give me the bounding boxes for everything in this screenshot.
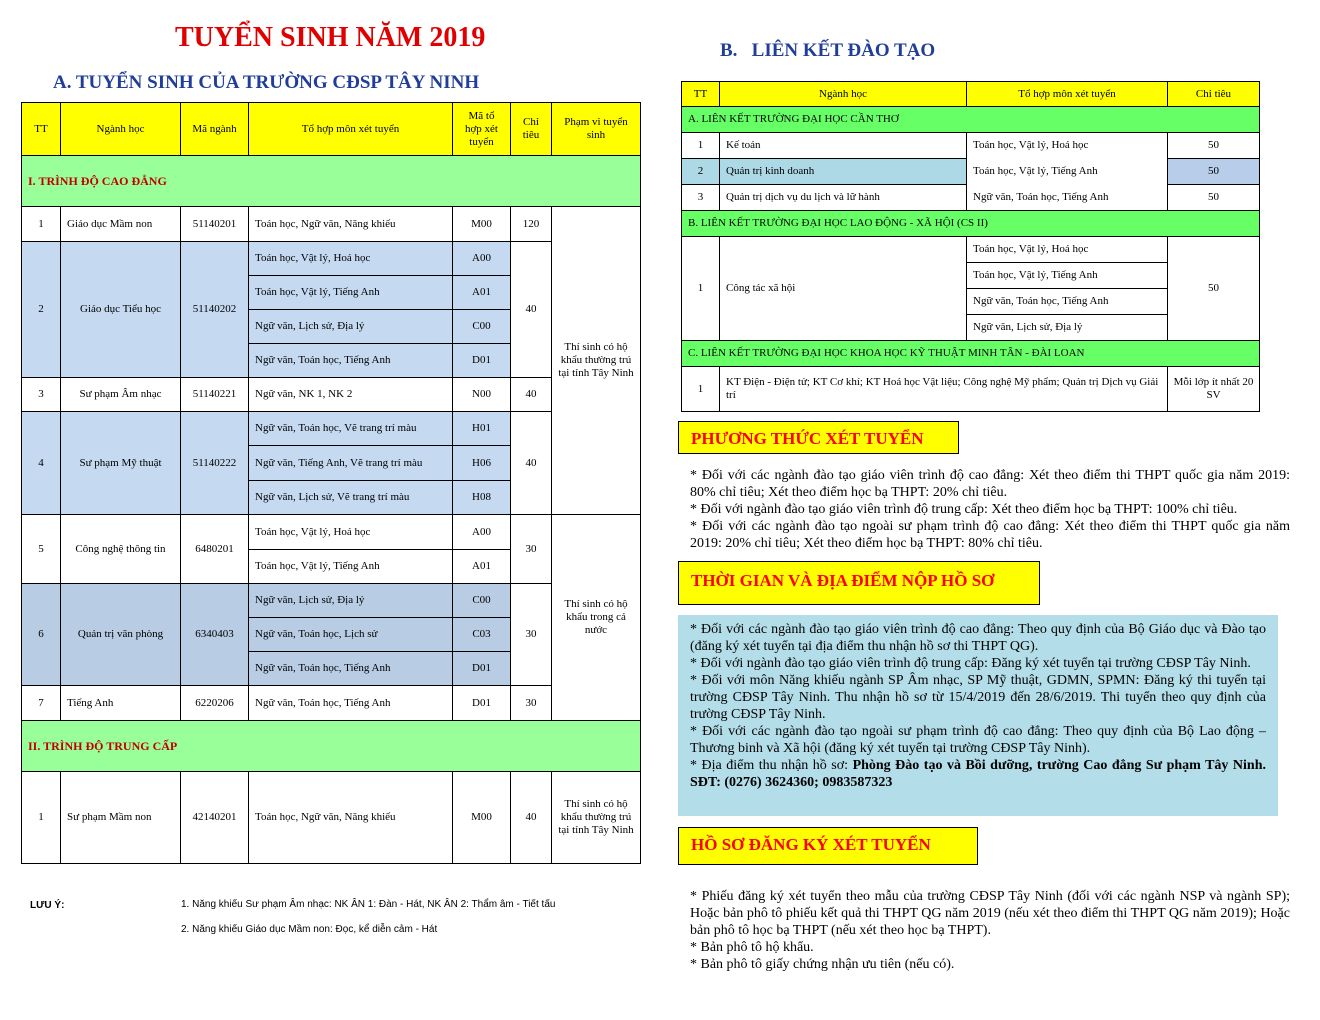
cell-quota: 50 — [1168, 237, 1260, 341]
cell-major: Quản trị dịch vụ du lịch và lữ hành — [720, 185, 967, 211]
cell-major: Giáo dục Tiểu học — [61, 242, 181, 378]
cell-combo: Toán học, Vật lý, Hoá học — [249, 515, 453, 550]
cell-major: KT Điện - Điện tử; KT Cơ khí; KT Hoá học Vật liệu; Công nghệ Mỹ phẩm; Quản trị Dịch vụ Giải trí — [720, 367, 1168, 412]
time-p2: * Đối với ngành đào tạo giáo viên trình độ trung cấp: Đăng ký xét tuyển tại trường CĐSP Tây Ninh. — [690, 656, 1251, 671]
table-row — [682, 159, 1260, 185]
header-cell: TT — [682, 82, 720, 107]
cell-combo-code: H08 — [453, 481, 511, 515]
cell-combo: Ngữ văn, Toán học, Tiếng Anh — [249, 344, 453, 378]
table-row — [22, 378, 641, 412]
cell-code: 6340403 — [181, 584, 249, 686]
group-title: I. TRÌNH ĐỘ CAO ĐẲNG — [22, 156, 641, 207]
cell-quota: 30 — [511, 686, 552, 721]
cell-tt: 5 — [22, 515, 61, 584]
section-b-heading: B. LIÊN KẾT ĐÀO TẠO — [720, 40, 936, 61]
cell-quota: 50 — [1168, 185, 1260, 211]
table-row — [22, 584, 641, 618]
time-p5-prefix: * Địa điểm thu nhận hồ sơ: — [690, 758, 853, 773]
section-a-heading: A. TUYỂN SINH CỦA TRƯỜNG CĐSP TÂY NINH — [53, 72, 480, 93]
cell-code: 42140201 — [181, 772, 249, 864]
cell-combo: Toán học, Vật lý, Tiếng Anh — [967, 159, 1168, 185]
group-row — [682, 107, 1260, 133]
table-row — [682, 237, 1260, 263]
time-p5-address: Phòng Đào tạo và Bồi dưỡng, trường Cao đẳng Sư phạm Tây Ninh. SĐT: (0276) 3624360; 0983587323 — [690, 758, 1266, 790]
cell-major: Công nghệ thông tin — [61, 515, 181, 584]
cell-tt: 1 — [682, 367, 720, 412]
method-p3: * Đối với các ngành đào tạo ngoài sư phạm trình độ cao đẳng: Xét theo điểm thi THPT quốc gia năm 2019: 20% chỉ tiêu; Xét theo điểm học bạ THPT: 80% chỉ tiêu. — [690, 519, 1290, 551]
cell-major: Sư phạm Mỹ thuật — [61, 412, 181, 515]
admission-table — [21, 102, 641, 864]
cell-quota: 40 — [511, 378, 552, 412]
cell-code: 6480201 — [181, 515, 249, 584]
table-header-row — [682, 82, 1260, 107]
cell-tt: 1 — [22, 207, 61, 242]
time-p4: * Đối với các ngành đào tạo ngoài sư phạm trình độ cao đẳng: Theo quy định của Bộ Lao động – Thương binh và Xã hội (đăng ký xét tuyển tại trường CĐSP Tây Ninh). — [690, 724, 1266, 756]
cell-quota: 50 — [1168, 159, 1260, 185]
cell-combo: Toán học, Vật lý, Tiếng Anh — [249, 276, 453, 310]
cell-tt: 3 — [682, 185, 720, 211]
cell-quota: Mỗi lớp ít nhất 20 SV — [1168, 367, 1260, 412]
cell-combo: Ngữ văn, Toán học, Tiếng Anh — [967, 289, 1168, 315]
cell-major: Kế toán — [720, 133, 967, 159]
cell-tt: 2 — [22, 242, 61, 378]
cell-tt: 1 — [22, 772, 61, 864]
cell-combo: Ngữ văn, NK 1, NK 2 — [249, 378, 453, 412]
header-cell: Chỉ tiêu — [511, 103, 552, 156]
cell-code: 51140201 — [181, 207, 249, 242]
cell-major: Quản trị kinh doanh — [720, 159, 967, 185]
cell-combo: Toán học, Vật lý, Hoá học — [967, 237, 1168, 263]
table-row — [22, 207, 641, 242]
notes-label: LƯU Ý: — [30, 900, 65, 911]
page-title: TUYỂN SINH NĂM 2019 — [175, 22, 486, 53]
cell-combo: Toán học, Ngữ văn, Năng khiếu — [249, 772, 453, 864]
cell-combo: Toán học, Ngữ văn, Năng khiếu — [249, 207, 453, 242]
table-row — [22, 515, 641, 550]
table-header-row — [22, 103, 641, 156]
cell-quota: 50 — [1168, 133, 1260, 159]
cell-code: 51140202 — [181, 242, 249, 378]
cell-combo: Toán học, Vật lý, Hoá học — [967, 133, 1168, 159]
table-row — [22, 412, 641, 446]
cell-combo: Toán học, Vật lý, Hoá học — [249, 242, 453, 276]
cell-tt: 2 — [682, 159, 720, 185]
cell-code: 51140221 — [181, 378, 249, 412]
cell-combo-code: M00 — [453, 207, 511, 242]
cell-combo-code: A01 — [453, 550, 511, 584]
cell-quota: 40 — [511, 412, 552, 515]
time-text — [678, 615, 1278, 816]
cell-tt: 3 — [22, 378, 61, 412]
header-cell: TT — [22, 103, 61, 156]
table-row — [22, 686, 641, 721]
note-2: 2. Năng khiếu Giáo dục Mầm non: Đọc, kể diễn cảm - Hát — [181, 924, 438, 935]
header-cell: Ngành học — [720, 82, 967, 107]
time-title: THỜI GIAN VÀ ĐỊA ĐIỂM NỘP HỒ SƠ — [678, 561, 1040, 605]
cell-combo-code: D01 — [453, 652, 511, 686]
cell-combo: Ngữ văn, Toán học, Tiếng Anh — [249, 652, 453, 686]
cell-combo: Ngữ văn, Lịch sử, Địa lý — [249, 310, 453, 344]
group-row — [682, 211, 1260, 237]
cell-combo-code: D01 — [453, 686, 511, 721]
cell-scope: Thí sinh có hộ khẩu thường trú tại tỉnh Tây Ninh — [552, 772, 641, 864]
cell-combo-code: H06 — [453, 446, 511, 481]
method-text — [690, 467, 1290, 552]
group-row — [682, 341, 1260, 367]
cell-combo-code: D01 — [453, 344, 511, 378]
cell-quota: 30 — [511, 515, 552, 584]
note-1: 1. Năng khiếu Sư phạm Âm nhạc: NK ÂN 1: Đàn - Hát, NK ÂN 2: Thẩm âm - Tiết tấu — [181, 899, 556, 910]
header-cell: Ngành học — [61, 103, 181, 156]
time-p5 — [690, 757, 1266, 791]
cell-code: 6220206 — [181, 686, 249, 721]
group-title: A. LIÊN KẾT TRƯỜNG ĐẠI HỌC CẦN THƠ — [682, 107, 1260, 133]
cell-quota: 120 — [511, 207, 552, 242]
cell-tt: 7 — [22, 686, 61, 721]
cell-combo: Ngữ văn, Toán học, Vẽ trang trí màu — [249, 412, 453, 446]
cell-combo-code: C00 — [453, 584, 511, 618]
cell-combo: Ngữ văn, Toán học, Tiếng Anh — [249, 686, 453, 721]
table-row — [682, 185, 1260, 211]
cell-major: Sư phạm Mầm non — [61, 772, 181, 864]
method-p2: * Đối với ngành đào tạo giáo viên trình độ trung cấp: Xét theo điểm học bạ THPT: 100% chỉ tiêu. — [690, 502, 1238, 517]
cell-combo: Ngữ văn, Toán học, Lịch sử — [249, 618, 453, 652]
cell-combo: Toán học, Vật lý, Tiếng Anh — [249, 550, 453, 584]
cell-combo: Toán học, Vật lý, Tiếng Anh — [967, 263, 1168, 289]
cell-major: Sư phạm Âm nhạc — [61, 378, 181, 412]
header-cell: Mã tổ hợp xét tuyển — [453, 103, 511, 156]
cell-combo-code: C00 — [453, 310, 511, 344]
header-cell: Chỉ tiêu — [1168, 82, 1260, 107]
partnership-table — [681, 81, 1260, 412]
cell-combo-code: M00 — [453, 772, 511, 864]
cell-tt: 1 — [682, 133, 720, 159]
method-p1: * Đối với các ngành đào tạo giáo viên trình độ cao đẳng: Xét theo điểm thi THPT quốc gia năm 2019: 80% chỉ tiêu; Xét theo điểm học bạ THPT: 20% chỉ tiêu. — [690, 468, 1290, 500]
cell-major: Công tác xã hội — [720, 237, 967, 341]
docs-text — [690, 888, 1290, 973]
cell-combo-code: A00 — [453, 515, 511, 550]
cell-combo-code: A00 — [453, 242, 511, 276]
cell-combo: Ngữ văn, Lịch sử, Địa lý — [249, 584, 453, 618]
cell-code: 51140222 — [181, 412, 249, 515]
docs-title: HỒ SƠ ĐĂNG KÝ XÉT TUYỂN — [678, 827, 978, 865]
docs-p3: * Bản phô tô giấy chứng nhận ưu tiên (nếu có). — [690, 957, 955, 972]
cell-combo-code: A01 — [453, 276, 511, 310]
cell-quota: 30 — [511, 584, 552, 686]
table-row — [682, 133, 1260, 159]
cell-tt: 6 — [22, 584, 61, 686]
cell-major: Giáo dục Mầm non — [61, 207, 181, 242]
docs-p1: * Phiếu đăng ký xét tuyển theo mẫu của trường CĐSP Tây Ninh (đối với các ngành NSP và ngành SP); Hoặc bản phô tô phiếu kết quả thi THPT QG năm 2019 (nếu xét theo điểm thi THPT QG năm 2019); Hoặc bản phô tô học bạ THPT (nếu xét theo học bạ THPT). — [690, 889, 1290, 938]
header-cell: Tổ hợp môn xét tuyển — [967, 82, 1168, 107]
cell-combo-code: H01 — [453, 412, 511, 446]
cell-combo: Ngữ văn, Toán học, Tiếng Anh — [967, 185, 1168, 211]
table-row — [22, 242, 641, 276]
cell-major: Tiếng Anh — [61, 686, 181, 721]
cell-major: Quản trị văn phòng — [61, 584, 181, 686]
cell-quota: 40 — [511, 772, 552, 864]
cell-tt: 1 — [682, 237, 720, 341]
cell-combo: Ngữ văn, Lịch sử, Địa lý — [967, 315, 1168, 341]
table-row — [682, 367, 1260, 412]
cell-quota: 40 — [511, 242, 552, 378]
method-title: PHƯƠNG THỨC XÉT TUYỂN — [678, 421, 959, 454]
table-row — [22, 772, 641, 864]
time-p1: * Đối với các ngành đào tạo giáo viên trình độ cao đẳng: Theo quy định của Bộ Giáo dục và Đào tạo (đăng ký xét tuyển tại địa điểm thu nhận hồ sơ thi THPT QG). — [690, 622, 1266, 654]
cell-scope: Thí sinh có hộ khẩu trong cả nước — [552, 515, 641, 721]
cell-combo: Ngữ văn, Lịch sử, Vẽ trang trí màu — [249, 481, 453, 515]
header-cell: Mã ngành — [181, 103, 249, 156]
time-p3: * Đối với môn Năng khiếu ngành SP Âm nhạc, SP Mỹ thuật, GDMN, SPMN: Đăng ký thi tuyển tại trường CĐSP Tây Ninh. Thu nhận hồ sơ từ 15/4/2019 đến 28/6/2019. Thi tuyển theo quy định của trường CĐSP Tây Ninh. — [690, 673, 1266, 722]
group-row — [22, 156, 641, 207]
cell-combo: Ngữ văn, Tiếng Anh, Vẽ trang trí màu — [249, 446, 453, 481]
cell-tt: 4 — [22, 412, 61, 515]
group-title: II. TRÌNH ĐỘ TRUNG CẤP — [22, 721, 641, 772]
group-title: B. LIÊN KẾT TRƯỜNG ĐẠI HỌC LAO ĐỘNG - XÃ HỘI (CS II) — [682, 211, 1260, 237]
group-row — [22, 721, 641, 772]
cell-combo-code: N00 — [453, 378, 511, 412]
cell-combo-code: C03 — [453, 618, 511, 652]
header-cell: Tổ hợp môn xét tuyển — [249, 103, 453, 156]
header-cell: Phạm vi tuyển sinh — [552, 103, 641, 156]
group-title: C. LIÊN KẾT TRƯỜNG ĐẠI HỌC KHOA HỌC KỸ THUẬT MINH TÂN - ĐÀI LOAN — [682, 341, 1260, 367]
cell-scope: Thí sinh có hộ khẩu thường trú tại tỉnh Tây Ninh — [552, 207, 641, 515]
docs-p2: * Bản phô tô hộ khẩu. — [690, 940, 814, 955]
